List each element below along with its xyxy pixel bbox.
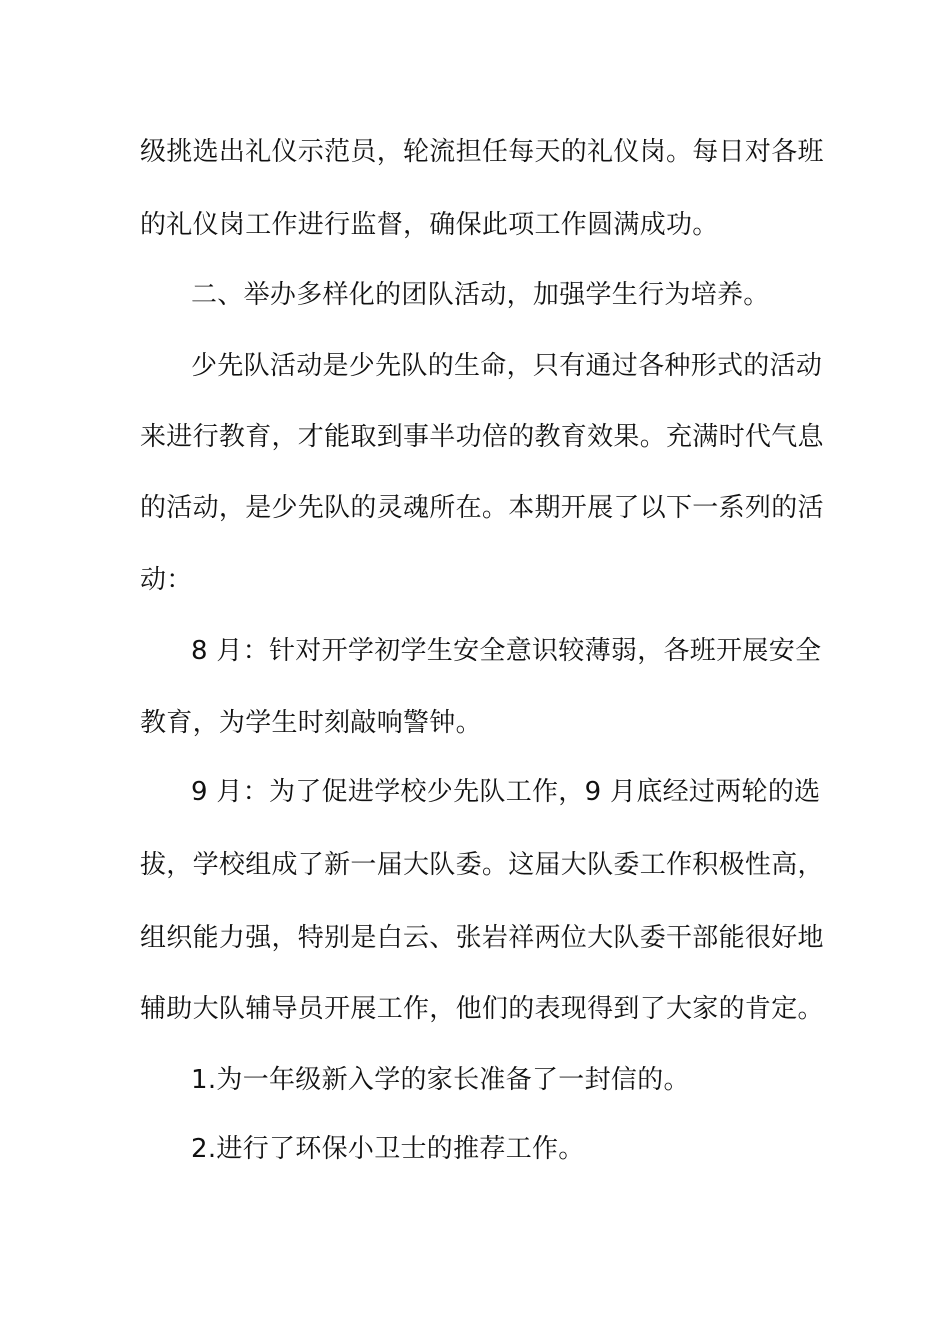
text-line: 动： (140, 565, 193, 595)
section-heading: 二、举办多样化的团队活动，加强学生行为培养。 (191, 280, 770, 310)
paragraph-start: 9 月：为了促进学校少先队工作，9 月底经过两轮的选 (191, 777, 821, 807)
list-item: 2.进行了环保小卫士的推荐工作。 (191, 1134, 585, 1164)
text-line: 组织能力强，特别是白云、张岩祥两位大队委干部能很好地 (140, 923, 824, 953)
text-line: 的活动，是少先队的灵魂所在。本期开展了以下一系列的活 (140, 493, 824, 523)
list-item: 1.为一年级新入学的家长准备了一封信的。 (191, 1065, 690, 1095)
text-line: 拔，学校组成了新一届大队委。这届大队委工作积极性高， (140, 850, 824, 880)
text-line: 的礼仪岗工作进行监督，确保此项工作圆满成功。 (140, 210, 719, 240)
text-line: 教育，为学生时刻敲响警钟。 (140, 708, 482, 738)
paragraph-start: 少先队活动是少先队的生命，只有通过各种形式的活动 (191, 351, 823, 381)
paragraph-start: 8 月：针对开学初学生安全意识较薄弱，各班开展安全 (191, 636, 822, 666)
text-line: 辅助大队辅导员开展工作，他们的表现得到了大家的肯定。 (140, 994, 824, 1024)
text-line: 来进行教育，才能取到事半功倍的教育效果。充满时代气息 (140, 422, 824, 452)
text-line: 级挑选出礼仪示范员，轮流担任每天的礼仪岗。每日对各班 (140, 137, 824, 167)
